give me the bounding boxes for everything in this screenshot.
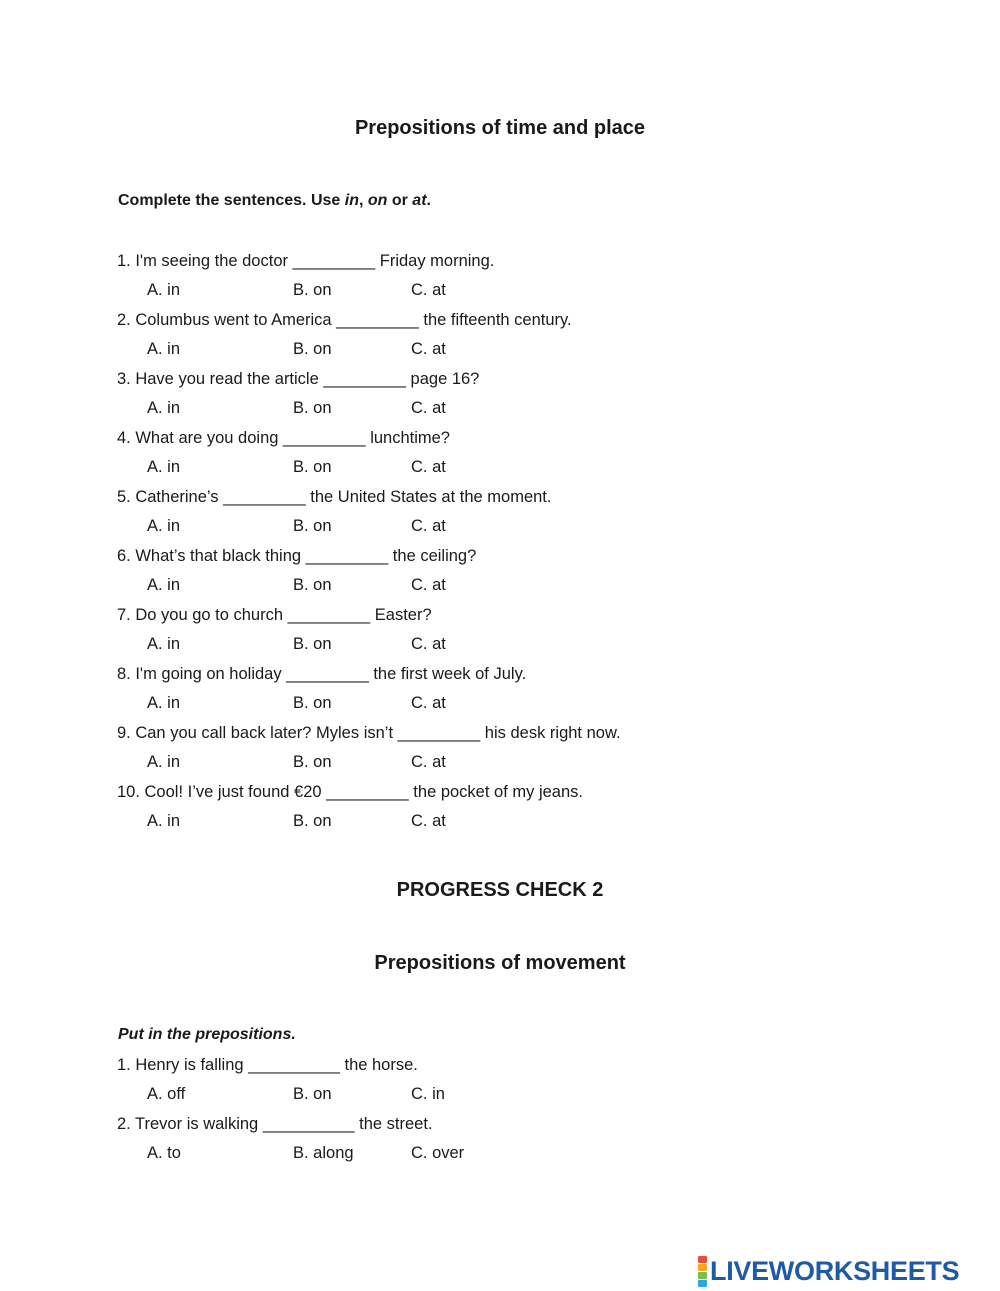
option-c[interactable]: C. at <box>411 399 446 417</box>
option-b[interactable]: B. on <box>293 340 332 358</box>
option-c[interactable]: C. at <box>411 753 446 771</box>
question-text: 5. Catherine’s _________ the United States at the moment. <box>117 488 552 506</box>
question-text: 2. Trevor is walking __________ the street. <box>117 1115 433 1133</box>
option-b[interactable]: B. on <box>293 576 332 594</box>
answer-options <box>147 458 547 478</box>
logo-icon <box>698 1256 707 1287</box>
option-c[interactable]: C. at <box>411 281 446 299</box>
option-a[interactable]: A. off <box>147 1085 186 1103</box>
instruction: Put in the prepositions. <box>118 1026 296 1043</box>
option-a[interactable]: A. in <box>147 399 181 417</box>
option-c[interactable]: C. at <box>411 576 446 594</box>
answer-options <box>147 399 547 419</box>
logo-text: LIVEWORKSHEETS <box>710 1255 960 1286</box>
option-c[interactable]: C. at <box>411 694 446 712</box>
answer-options <box>147 1144 547 1164</box>
question-text: 4. What are you doing _________ lunchtime? <box>117 429 450 447</box>
question-text: 1. Henry is falling __________ the horse. <box>117 1056 418 1074</box>
answer-options <box>147 812 547 832</box>
instruction: Complete the sentences. Use in, on or at. <box>118 192 431 209</box>
option-b[interactable]: B. on <box>293 694 332 712</box>
progress-check-heading: PROGRESS CHECK 2 <box>396 879 604 901</box>
question-text: 10. Cool! I’ve just found €20 _________ the pocket of my jeans. <box>117 783 583 801</box>
question-text: 2. Columbus went to America _________ the fifteenth century. <box>117 311 572 329</box>
option-a[interactable]: A. in <box>147 812 181 830</box>
option-c[interactable]: C. at <box>411 812 446 830</box>
option-c[interactable]: C. over <box>411 1144 465 1162</box>
option-a[interactable]: A. in <box>147 281 181 299</box>
question-text: 1. I'm seeing the doctor _________ Friday morning. <box>117 252 495 270</box>
option-b[interactable]: B. on <box>293 458 332 476</box>
option-b[interactable]: B. on <box>293 281 332 299</box>
answer-options <box>147 340 547 360</box>
option-c[interactable]: C. at <box>411 635 446 653</box>
section-title: Prepositions of movement <box>374 952 626 974</box>
option-c[interactable]: C. at <box>411 517 446 535</box>
answer-options <box>147 517 547 537</box>
option-a[interactable]: A. in <box>147 753 181 771</box>
option-c[interactable]: C. at <box>411 340 446 358</box>
option-b[interactable]: B. on <box>293 399 332 417</box>
option-b[interactable]: B. on <box>293 812 332 830</box>
page-title: Prepositions of time and place <box>354 117 646 139</box>
option-b[interactable]: B. on <box>293 517 332 535</box>
answer-options <box>147 1085 547 1105</box>
question-text: 7. Do you go to church _________ Easter? <box>117 606 432 624</box>
option-b[interactable]: B. on <box>293 753 332 771</box>
option-a[interactable]: A. in <box>147 517 181 535</box>
option-a[interactable]: A. in <box>147 576 181 594</box>
question-text: 8. I'm going on holiday _________ the first week of July. <box>117 665 527 683</box>
option-a[interactable]: A. in <box>147 694 181 712</box>
answer-options <box>147 694 547 714</box>
question-text: 3. Have you read the article _________ page 16? <box>117 370 480 388</box>
liveworksheets-logo <box>698 1256 959 1286</box>
answer-options <box>147 281 547 301</box>
answer-options <box>147 635 547 655</box>
question-text: 9. Can you call back later? Myles isn’t _________ his desk right now. <box>117 724 621 742</box>
option-a[interactable]: A. in <box>147 458 181 476</box>
question-text: 6. What’s that black thing _________ the ceiling? <box>117 547 477 565</box>
option-a[interactable]: A. in <box>147 635 181 653</box>
option-a[interactable]: A. in <box>147 340 181 358</box>
option-a[interactable]: A. to <box>147 1144 181 1162</box>
answer-options <box>147 753 547 773</box>
answer-options <box>147 576 547 596</box>
option-b[interactable]: B. on <box>293 1085 332 1103</box>
option-c[interactable]: C. at <box>411 458 446 476</box>
option-b[interactable]: B. along <box>293 1144 354 1162</box>
option-c[interactable]: C. in <box>411 1085 445 1103</box>
option-b[interactable]: B. on <box>293 635 332 653</box>
